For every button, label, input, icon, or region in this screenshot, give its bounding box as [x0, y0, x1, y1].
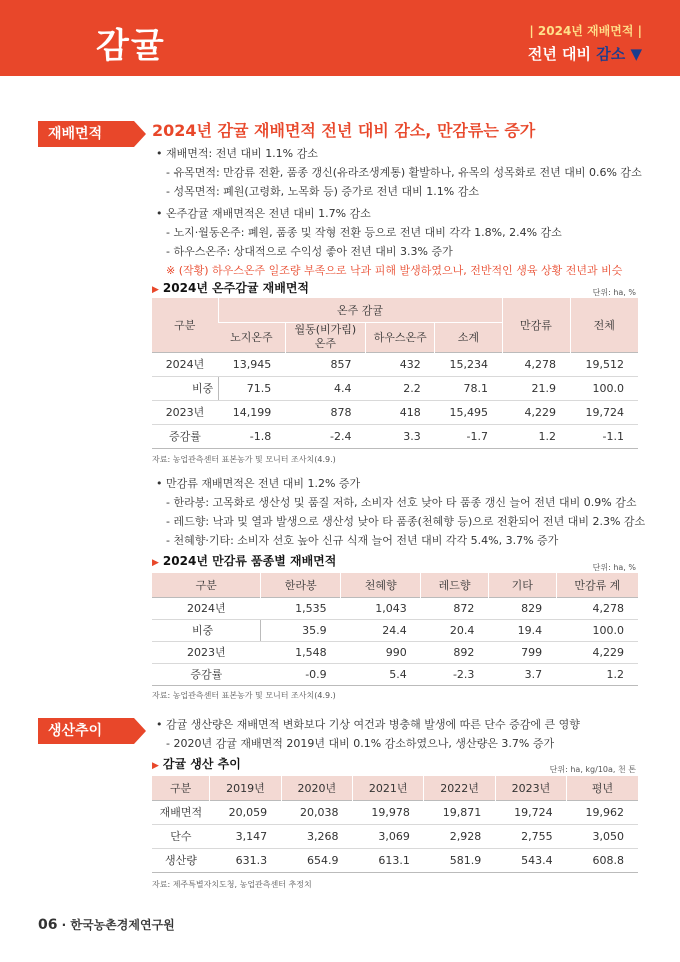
section-label-area: 재배면적 [38, 121, 134, 147]
table-cell: 878 [285, 400, 365, 424]
th-category: 구분 [152, 298, 218, 352]
header-summary [528, 22, 642, 64]
table-cell: 4,278 [502, 352, 570, 376]
table-cell: 1,548 [261, 641, 341, 663]
bullet-item: • 재배면적: 전년 대비 1.1% 감소 [156, 147, 318, 160]
table-cell: 13,945 [218, 352, 285, 376]
table-cell: 608.8 [567, 848, 638, 872]
table-row [152, 800, 638, 824]
table3-unit: 단위: ha, kg/10a, 천 톤 [549, 765, 636, 774]
bullet-item: - 한라봉: 고목화로 생산성 및 품질 저하, 소비자 선호 낮아 타 품종 갱신 늘어 전년 대비 0.9% 감소 [166, 496, 637, 509]
th-winter: 월동(비가림) 온주 [285, 322, 365, 352]
table-cell: 990 [341, 641, 421, 663]
table-cell: 19,724 [570, 400, 638, 424]
bullet-item: - 성목면적: 폐원(고령화, 노목화 등) 증가로 전년 대비 1.1% 감소 [166, 185, 479, 198]
table-cell: -2.4 [285, 424, 365, 448]
table-mandarin-varieties [152, 573, 638, 686]
table-header-cell: 만감류 계 [556, 573, 638, 597]
table-row [152, 352, 638, 376]
table-cell: 1.2 [556, 663, 638, 685]
bullet-item: • 만감류 재배면적은 전년 대비 1.2% 증가 [156, 477, 361, 490]
table-header-cell: 2019년 [210, 776, 281, 800]
page-footer [38, 916, 175, 933]
row-label: 증감률 [152, 663, 261, 685]
table-header-cell: 구분 [152, 573, 261, 597]
table-cell: 2,755 [495, 824, 566, 848]
footer-org: 한국농촌경제연구원 [70, 918, 175, 932]
bullet-item: - 레드향: 낙과 및 열과 발생으로 생산성 낮아 타 품종(천혜향 등)으로 전환되어 전년 대비 2.3% 감소 [166, 515, 646, 528]
row-label: 생산량 [152, 848, 210, 872]
table-cell: 4,229 [502, 400, 570, 424]
table-header-cell: 2023년 [495, 776, 566, 800]
table2-unit: 단위: ha, % [592, 563, 636, 572]
table3-title-text: 감귤 생산 추이 [162, 757, 241, 771]
bullet-item: - 2020년 감귤 재배면적 2019년 대비 0.1% 감소하였으나, 생산량은 3.7% 증가 [166, 737, 555, 750]
table-header-cell: 한라봉 [261, 573, 341, 597]
th-greenhouse: 하우스온주 [365, 322, 434, 352]
table-row [152, 663, 638, 685]
table-cell: 19,724 [495, 800, 566, 824]
table-row [152, 824, 638, 848]
table-cell: 14,199 [218, 400, 285, 424]
table-cell: 4,278 [556, 597, 638, 619]
table-row [152, 376, 638, 400]
table-header-cell: 천혜향 [341, 573, 421, 597]
row-label: 증감률 [152, 424, 218, 448]
header-main-prefix: 전년 대비 [527, 45, 597, 63]
table-cell: 872 [421, 597, 489, 619]
table-header-cell: 2020년 [281, 776, 352, 800]
table-header-cell: 구분 [152, 776, 210, 800]
page-title: 감귤 [96, 26, 166, 66]
table-cell: 24.4 [341, 619, 421, 641]
table-row [152, 400, 638, 424]
bullet-item: • 감귤 생산량은 재배면적 변화보다 기상 여건과 병충해 발생에 따른 단수 증감에 큰 영향 [156, 718, 580, 731]
table-header-cell: 2021년 [353, 776, 424, 800]
table-production-trend [152, 776, 638, 873]
row-label: 2024년 [152, 597, 261, 619]
bullet-item: - 노지·월동온주: 폐원, 품종 및 작형 전환 등으로 전년 대비 각각 1.8%, 2.4% 감소 [166, 226, 562, 239]
table-cell: 20,038 [281, 800, 352, 824]
th-total: 전체 [570, 298, 638, 352]
table-row [152, 424, 638, 448]
table-cell: 35.9 [261, 619, 341, 641]
table-cell: 19,512 [570, 352, 638, 376]
row-spacer [152, 376, 218, 400]
table1-title [152, 279, 309, 296]
table-cell: 613.1 [353, 848, 424, 872]
title-tab [60, 0, 210, 76]
table3-source: 자료: 제주특별자치도청, 농업관측센터 추정치 [152, 880, 312, 889]
table-cell: 799 [488, 641, 556, 663]
triangle-icon: ▶ [152, 761, 159, 771]
table-cell: 829 [488, 597, 556, 619]
row-label-sub: 비중 [192, 382, 214, 395]
table-cell: 4.4 [285, 376, 365, 400]
table-cell: -1.1 [570, 424, 638, 448]
table-header-cell: 2022년 [424, 776, 495, 800]
table-cell: 21.9 [502, 376, 570, 400]
table2-title [152, 552, 336, 569]
section-label-production: 생산추이 [38, 718, 134, 744]
bullet-item: - 하우스온주: 상대적으로 수익성 좋아 전년 대비 3.3% 증가 [166, 245, 453, 258]
table-cell: 4,229 [556, 641, 638, 663]
table-cell: 892 [421, 641, 489, 663]
table-cell: 543.4 [495, 848, 566, 872]
table-cell: 3.7 [488, 663, 556, 685]
row-label: 2023년 [152, 641, 261, 663]
table-row [152, 619, 638, 641]
header-main-accent: 감소 ▼ [596, 45, 642, 63]
th-mandarin: 만감류 [502, 298, 570, 352]
table-citrus-area [152, 298, 638, 449]
table-header-cell: 평년 [567, 776, 638, 800]
bullet-item: - 유목면적: 만감류 전환, 품종 갱신(유라조생계통) 활발하나, 유목의 성목화로 전년 대비 0.6% 감소 [166, 166, 642, 179]
table-cell: 19.4 [488, 619, 556, 641]
row-label: 2023년 [152, 400, 218, 424]
row-label-sub: 비중 [192, 624, 214, 637]
table-cell: 3,147 [210, 824, 281, 848]
table2-source: 자료: 농업관측센터 표본농가 및 모니터 조사치(4.9.) [152, 691, 336, 700]
table-cell: -1.7 [435, 424, 502, 448]
table-cell: 418 [365, 400, 434, 424]
table-cell: 1.2 [502, 424, 570, 448]
table-row [152, 641, 638, 663]
triangle-icon: ▶ [152, 558, 159, 568]
table-cell: 2,928 [424, 824, 495, 848]
row-label: 재배면적 [152, 800, 210, 824]
table-cell: -2.3 [421, 663, 489, 685]
table-cell: 5.4 [341, 663, 421, 685]
page-number: 06 [38, 917, 58, 933]
bullet-item: ※ (작황) 하우스온주 일조량 부족으로 낙과 피해 발생하였으나, 전반적인 생육 상황 전년과 비슷 [166, 264, 623, 277]
bullet-list-production [156, 715, 580, 753]
th-group: 온주 감귤 [218, 298, 502, 322]
triangle-icon: ▶ [152, 285, 159, 295]
table-cell: 1,535 [261, 597, 341, 619]
th-open-field: 노지온주 [218, 322, 285, 352]
table-cell: 631.3 [210, 848, 281, 872]
table1-title-text: 2024년 온주감귤 재배면적 [162, 281, 310, 295]
table-cell: 20,059 [210, 800, 281, 824]
bullet-list-area [156, 144, 642, 280]
section-headline: 2024년 감귤 재배면적 전년 대비 감소, 만감류는 증가 [152, 121, 536, 140]
table-cell: 100.0 [556, 619, 638, 641]
table-cell: 3,069 [353, 824, 424, 848]
table-cell: 2.2 [365, 376, 434, 400]
header-tag: | 2024년 재배면적 | [529, 24, 642, 38]
table-cell: 71.5 [218, 376, 285, 400]
bullet-item: • 온주감귤 재배면적은 전년 대비 1.7% 감소 [156, 207, 371, 220]
table-row [152, 848, 638, 872]
table-cell: -1.8 [218, 424, 285, 448]
table1-unit: 단위: ha, % [592, 288, 636, 297]
header-main [528, 43, 642, 64]
table-cell: -0.9 [261, 663, 341, 685]
table-cell: 857 [285, 352, 365, 376]
bullet-list-mandarin [156, 474, 645, 550]
table-cell: 3,268 [281, 824, 352, 848]
table-cell: 78.1 [435, 376, 502, 400]
table-row [152, 597, 638, 619]
table-cell: 19,871 [424, 800, 495, 824]
table-cell: 15,495 [435, 400, 502, 424]
table-header-cell: 레드향 [421, 573, 489, 597]
row-label: 단수 [152, 824, 210, 848]
row-label: 2024년 [152, 352, 218, 376]
th-subtotal: 소계 [435, 322, 502, 352]
table2-title-text: 2024년 만감류 품종별 재배면적 [162, 554, 337, 568]
table-cell: 100.0 [570, 376, 638, 400]
footer-separator: · [57, 918, 71, 932]
bullet-item: - 천혜향·기타: 소비자 선호 높아 신규 식재 늘어 전년 대비 각각 5.4%, 3.7% 증가 [166, 534, 559, 547]
table-cell: 432 [365, 352, 434, 376]
table-cell: 1,043 [341, 597, 421, 619]
table-cell: 581.9 [424, 848, 495, 872]
table-cell: 654.9 [281, 848, 352, 872]
table-cell: 15,234 [435, 352, 502, 376]
table-cell: 3,050 [567, 824, 638, 848]
table3-title [152, 755, 241, 772]
table-header-cell: 기타 [488, 573, 556, 597]
table-cell: 3.3 [365, 424, 434, 448]
row-spacer [152, 619, 261, 641]
table-cell: 19,978 [353, 800, 424, 824]
table-cell: 20.4 [421, 619, 489, 641]
table-cell: 19,962 [567, 800, 638, 824]
table1-source: 자료: 농업관측센터 표본농가 및 모니터 조사치(4.9.) [152, 455, 336, 464]
